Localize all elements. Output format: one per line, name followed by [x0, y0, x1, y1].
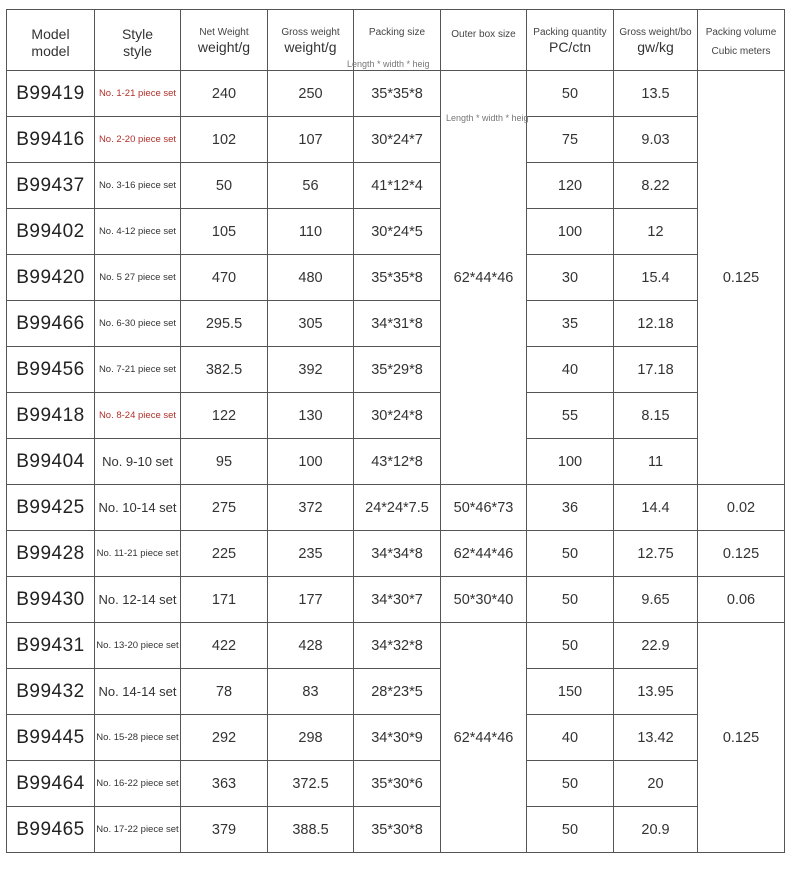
gross-weight-cell: 305	[268, 301, 354, 347]
header-packing-quantity: Packing quantity PC/ctn	[527, 10, 614, 71]
outer-box-dimension-note: Length * width * heig	[446, 113, 529, 123]
gross-weight-cell: 177	[268, 577, 354, 623]
quantity-cell: 40	[527, 715, 614, 761]
header-outer-box-size: Outer box size	[441, 10, 527, 71]
model-cell: B99419	[7, 71, 95, 117]
table-row	[7, 301, 785, 347]
style-cell: No. 7-21 piece set	[95, 347, 181, 393]
style-cell: No. 15-28 piece set	[95, 715, 181, 761]
packing-size-cell: 30*24*5	[354, 209, 441, 255]
gross-weight-box-cell: 13.42	[614, 715, 698, 761]
table-row	[7, 669, 785, 715]
packing-size-cell: 35*29*8	[354, 347, 441, 393]
packing-size-cell: 34*32*8	[354, 623, 441, 669]
gross-weight-box-cell: 12.18	[614, 301, 698, 347]
gross-weight-box-cell: 9.03	[614, 117, 698, 163]
style-cell: No. 9-10 set	[95, 439, 181, 485]
quantity-cell: 75	[527, 117, 614, 163]
model-cell: B99430	[7, 577, 95, 623]
quantity-cell: 50	[527, 577, 614, 623]
volume-cell: 0.125	[698, 623, 785, 853]
model-cell: B99466	[7, 301, 95, 347]
volume-cell: 0.125	[698, 531, 785, 577]
table-row	[7, 209, 785, 255]
gross-weight-box-cell: 20	[614, 761, 698, 807]
model-cell: B99416	[7, 117, 95, 163]
style-cell: No. 5 27 piece set	[95, 255, 181, 301]
net-weight-cell: 50	[181, 163, 268, 209]
header-gross-weight: Gross weight weight/g	[268, 10, 354, 71]
style-cell: No. 8-24 piece set	[95, 393, 181, 439]
gross-weight-cell: 372	[268, 485, 354, 531]
gross-weight-cell: 56	[268, 163, 354, 209]
gross-weight-cell: 250	[268, 71, 354, 117]
net-weight-cell: 363	[181, 761, 268, 807]
packing-size-cell: 28*23*5	[354, 669, 441, 715]
table-row	[7, 255, 785, 301]
packing-spec-table	[6, 9, 785, 853]
model-cell: B99465	[7, 807, 95, 853]
table-row	[7, 347, 785, 393]
header-style: Style style	[95, 10, 181, 71]
net-weight-cell: 240	[181, 71, 268, 117]
gross-weight-box-cell: 14.4	[614, 485, 698, 531]
volume-cell: 0.02	[698, 485, 785, 531]
model-cell: B99432	[7, 669, 95, 715]
style-cell: No. 12-14 set	[95, 577, 181, 623]
table-row	[7, 439, 785, 485]
table-row	[7, 393, 785, 439]
quantity-cell: 100	[527, 439, 614, 485]
gross-weight-cell: 107	[268, 117, 354, 163]
style-cell: No. 14-14 set	[95, 669, 181, 715]
quantity-cell: 50	[527, 761, 614, 807]
quantity-cell: 150	[527, 669, 614, 715]
style-cell: No. 10-14 set	[95, 485, 181, 531]
style-cell: No. 11-21 piece set	[95, 531, 181, 577]
outer-box-cell: 62*44*46	[441, 531, 527, 577]
net-weight-cell: 171	[181, 577, 268, 623]
packing-size-cell: 35*30*8	[354, 807, 441, 853]
style-cell: No. 2-20 piece set	[95, 117, 181, 163]
outer-box-cell: 50*30*40	[441, 577, 527, 623]
gross-weight-cell: 298	[268, 715, 354, 761]
gross-weight-cell: 428	[268, 623, 354, 669]
gross-weight-box-cell: 13.5	[614, 71, 698, 117]
gross-weight-box-cell: 11	[614, 439, 698, 485]
net-weight-cell: 292	[181, 715, 268, 761]
gross-weight-box-cell: 22.9	[614, 623, 698, 669]
model-cell: B99464	[7, 761, 95, 807]
model-cell: B99437	[7, 163, 95, 209]
gross-weight-cell: 480	[268, 255, 354, 301]
volume-cell: 0.06	[698, 577, 785, 623]
quantity-cell: 30	[527, 255, 614, 301]
table-row	[7, 117, 785, 163]
quantity-cell: 50	[527, 531, 614, 577]
packing-size-cell: 30*24*7	[354, 117, 441, 163]
quantity-cell: 100	[527, 209, 614, 255]
quantity-cell: 50	[527, 71, 614, 117]
model-cell: B99431	[7, 623, 95, 669]
packing-size-cell: 35*35*8	[354, 255, 441, 301]
table-row	[7, 531, 785, 577]
model-cell: B99456	[7, 347, 95, 393]
outer-box-cell: 62*44*46	[441, 623, 527, 853]
gross-weight-cell: 100	[268, 439, 354, 485]
gross-weight-box-cell: 8.22	[614, 163, 698, 209]
packing-size-cell: 35*35*8	[354, 71, 441, 117]
model-cell: B99445	[7, 715, 95, 761]
gross-weight-box-cell: 17.18	[614, 347, 698, 393]
gross-weight-box-cell: 12	[614, 209, 698, 255]
quantity-cell: 40	[527, 347, 614, 393]
model-cell: B99425	[7, 485, 95, 531]
quantity-cell: 120	[527, 163, 614, 209]
gross-weight-box-cell: 13.95	[614, 669, 698, 715]
volume-cell: 0.125	[698, 71, 785, 485]
table-row	[7, 761, 785, 807]
packing-size-cell: 24*24*7.5	[354, 485, 441, 531]
header-net-weight: Net Weight weight/g	[181, 10, 268, 71]
packing-size-cell: 34*34*8	[354, 531, 441, 577]
net-weight-cell: 295.5	[181, 301, 268, 347]
packing-size-cell: 34*31*8	[354, 301, 441, 347]
style-cell: No. 3-16 piece set	[95, 163, 181, 209]
quantity-cell: 50	[527, 807, 614, 853]
style-cell: No. 17-22 piece set	[95, 807, 181, 853]
model-cell: B99428	[7, 531, 95, 577]
table-row	[7, 623, 785, 669]
style-cell: No. 1-21 piece set	[95, 71, 181, 117]
net-weight-cell: 422	[181, 623, 268, 669]
outer-box-cell: 62*44*46	[441, 71, 527, 485]
table-row	[7, 577, 785, 623]
header-model: Model model	[7, 10, 95, 71]
gross-weight-cell: 235	[268, 531, 354, 577]
net-weight-cell: 78	[181, 669, 268, 715]
model-cell: B99418	[7, 393, 95, 439]
net-weight-cell: 105	[181, 209, 268, 255]
table-row	[7, 485, 785, 531]
gross-weight-box-cell: 15.4	[614, 255, 698, 301]
gross-weight-cell: 392	[268, 347, 354, 393]
packing-size-cell: 30*24*8	[354, 393, 441, 439]
gross-weight-box-cell: 20.9	[614, 807, 698, 853]
gross-weight-box-cell: 12.75	[614, 531, 698, 577]
packing-size-cell: 34*30*7	[354, 577, 441, 623]
gross-weight-box-cell: 9.65	[614, 577, 698, 623]
table-row	[7, 715, 785, 761]
net-weight-cell: 102	[181, 117, 268, 163]
style-cell: No. 6-30 piece set	[95, 301, 181, 347]
table-row	[7, 807, 785, 853]
net-weight-cell: 379	[181, 807, 268, 853]
gross-weight-cell: 83	[268, 669, 354, 715]
net-weight-cell: 95	[181, 439, 268, 485]
quantity-cell: 50	[527, 623, 614, 669]
style-cell: No. 16-22 piece set	[95, 761, 181, 807]
header-packing-size: Packing size	[354, 10, 441, 71]
gross-weight-box-cell: 8.15	[614, 393, 698, 439]
gross-weight-cell: 130	[268, 393, 354, 439]
header-gross-weight-box: Gross weight/bo gw/kg	[614, 10, 698, 71]
style-cell: No. 13-20 piece set	[95, 623, 181, 669]
table-row	[7, 163, 785, 209]
quantity-cell: 55	[527, 393, 614, 439]
net-weight-cell: 382.5	[181, 347, 268, 393]
model-cell: B99404	[7, 439, 95, 485]
outer-box-cell: 50*46*73	[441, 485, 527, 531]
packing-size-cell: 43*12*8	[354, 439, 441, 485]
gross-weight-cell: 388.5	[268, 807, 354, 853]
packing-size-cell: 34*30*9	[354, 715, 441, 761]
gross-weight-cell: 372.5	[268, 761, 354, 807]
net-weight-cell: 122	[181, 393, 268, 439]
packing-size-cell: 35*30*6	[354, 761, 441, 807]
quantity-cell: 36	[527, 485, 614, 531]
gross-weight-cell: 110	[268, 209, 354, 255]
packing-size-cell: 41*12*4	[354, 163, 441, 209]
header-packing-volume: Packing volume Cubic meters	[698, 10, 785, 71]
packing-size-dimension-note: Length * width * heig	[347, 59, 430, 69]
table-row	[7, 71, 785, 117]
model-cell: B99420	[7, 255, 95, 301]
net-weight-cell: 225	[181, 531, 268, 577]
style-cell: No. 4-12 piece set	[95, 209, 181, 255]
model-cell: B99402	[7, 209, 95, 255]
quantity-cell: 35	[527, 301, 614, 347]
net-weight-cell: 470	[181, 255, 268, 301]
net-weight-cell: 275	[181, 485, 268, 531]
